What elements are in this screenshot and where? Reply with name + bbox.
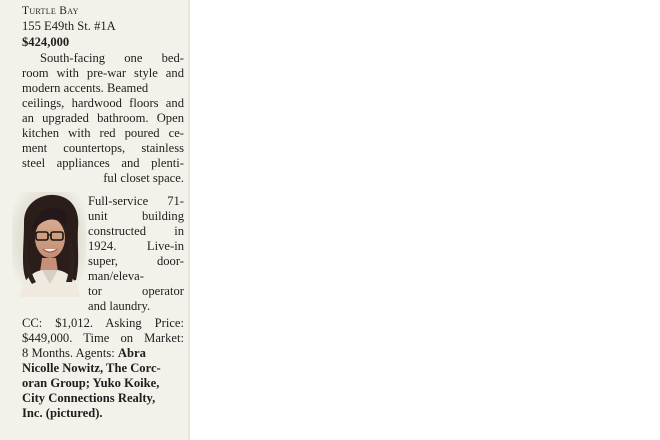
wrap-line: constructed in <box>88 224 184 238</box>
agent-names: Abra <box>117 346 146 360</box>
wrap-line: tor operator <box>88 284 184 298</box>
agents-line: oran Group; Yuko Koike, <box>22 376 160 390</box>
body-line: South-facing one bed- <box>40 51 184 65</box>
agents-label: 8 Months. Agents: <box>22 346 115 360</box>
tail-line: CC: $1,012. Asking Price: <box>22 316 184 330</box>
agents-line: City Connections Realty, <box>22 391 156 405</box>
listing-price: $424,000 <box>22 35 70 49</box>
wrap-line: Full-service 71- <box>88 194 184 208</box>
wrap-line: super, door- <box>88 254 184 268</box>
clipping-edge <box>188 0 190 440</box>
wrap-line: unit building <box>88 209 184 223</box>
tail-line: $449,000. Time on Market: <box>22 331 184 345</box>
listing-address: 155 E49th St. #1A <box>22 19 116 33</box>
body-line: ceilings, hardwood floors and <box>22 96 184 110</box>
agent-photo <box>12 192 86 297</box>
body-line: modern accents. Beamed <box>22 81 149 95</box>
agents-line <box>22 346 184 361</box>
body-line: an upgraded bathroom. Open <box>22 111 184 125</box>
wrap-line: and laundry. <box>88 299 151 313</box>
agents-line: Inc. (pictured). <box>22 406 103 420</box>
body-line: kitchen with red poured ce- <box>22 126 184 140</box>
wrap-line: man/eleva- <box>88 269 144 283</box>
body-line: ment countertops, stainless <box>22 141 184 155</box>
wrap-line: 1924. Live-in <box>88 239 184 253</box>
listing-neighborhood: Turtle Bay <box>22 5 79 17</box>
newspaper-clipping <box>0 0 190 440</box>
body-line: steel appliances and plenti- <box>22 156 184 170</box>
agents-line: Nicolle Nowitz, The Corc- <box>22 361 161 375</box>
body-line: room with pre-war style and <box>22 66 184 80</box>
body-line: ful closet space. <box>103 171 184 185</box>
